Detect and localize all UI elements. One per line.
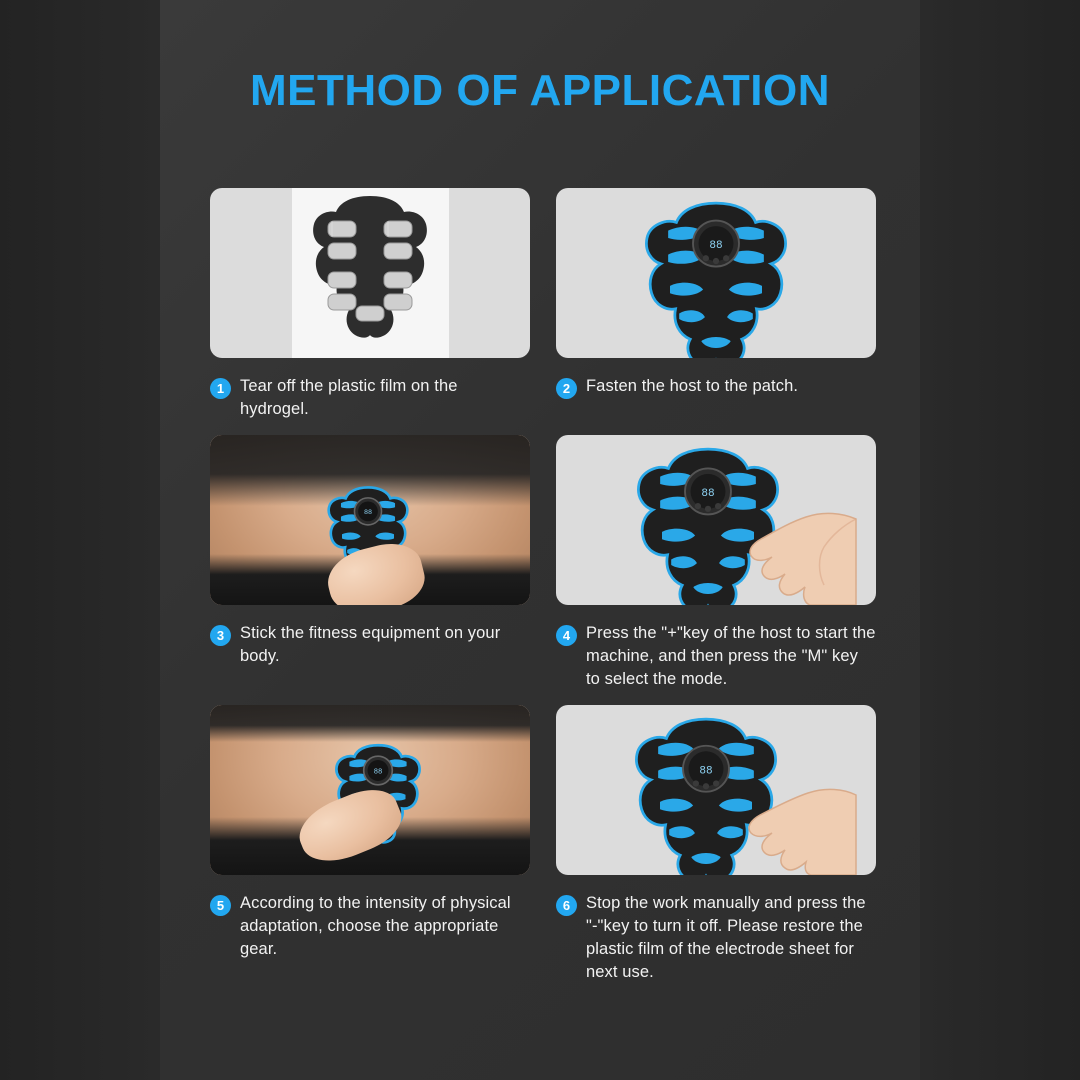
steps-row (210, 705, 876, 984)
svg-text:88: 88 (699, 765, 713, 778)
hand-pressing-plus-key-illustration (556, 435, 876, 605)
woman-wearing-abs-trainer-photo (210, 435, 530, 605)
steps-row (210, 435, 876, 691)
step-number-badge: 5 (210, 895, 231, 916)
step-text: Press the "+"key of the host to start the machine, and then press the "M" key to select the mode. (586, 624, 876, 688)
step-image-6 (556, 705, 876, 875)
step-text: Fasten the host to the patch. (586, 377, 799, 395)
step-caption-6 (556, 892, 876, 984)
hand-pressing-minus-key-illustration (556, 705, 876, 875)
step-caption-5 (210, 892, 530, 961)
step-number-badge: 1 (210, 378, 231, 399)
svg-text:88: 88 (363, 509, 373, 517)
woman-adjusting-gear-photo (210, 705, 530, 875)
step-image-5 (210, 705, 530, 875)
step-caption-4 (556, 622, 876, 691)
svg-text:88: 88 (701, 488, 715, 500)
step-number-badge: 3 (210, 625, 231, 646)
step-text: Stop the work manually and press the "-"key to turn it off. Please restore the plastic film of the electrode sheet for next use. (586, 894, 866, 981)
step-image-2 (556, 188, 876, 358)
step-card-1 (210, 188, 530, 421)
host-display-value: 88 (709, 240, 723, 253)
steps-row (210, 188, 876, 421)
right-rail (920, 0, 1080, 1080)
step-number-badge: 2 (556, 378, 577, 399)
page-title: METHOD OF APPLICATION (249, 66, 831, 115)
step-text: Tear off the plastic film on the hydrogel. (240, 377, 458, 418)
gel-pads-peel-illustration (292, 188, 449, 358)
step-card-2 (556, 188, 876, 421)
poster-sheet (160, 0, 920, 1080)
gel-pads-svg (292, 188, 449, 358)
step-caption-1 (210, 375, 530, 421)
steps-grid (210, 188, 876, 998)
step-card-4 (556, 435, 876, 691)
step-number-badge: 4 (556, 625, 577, 646)
step-caption-2 (556, 375, 876, 399)
svg-text:88: 88 (373, 768, 383, 777)
step-text: Stick the fitness equipment on your body. (240, 624, 501, 665)
abs-patch-with-host-illustration (556, 188, 876, 358)
step-card-3 (210, 435, 530, 691)
step-image-3 (210, 435, 530, 605)
step-image-4 (556, 435, 876, 605)
left-rail (0, 0, 160, 1080)
step-card-6 (556, 705, 876, 984)
step-card-5 (210, 705, 530, 984)
step-caption-3 (210, 622, 530, 668)
step-number-badge: 6 (556, 895, 577, 916)
step-image-1 (210, 188, 530, 358)
step-text: According to the intensity of physical adaptation, choose the appropriate gear. (240, 894, 511, 958)
